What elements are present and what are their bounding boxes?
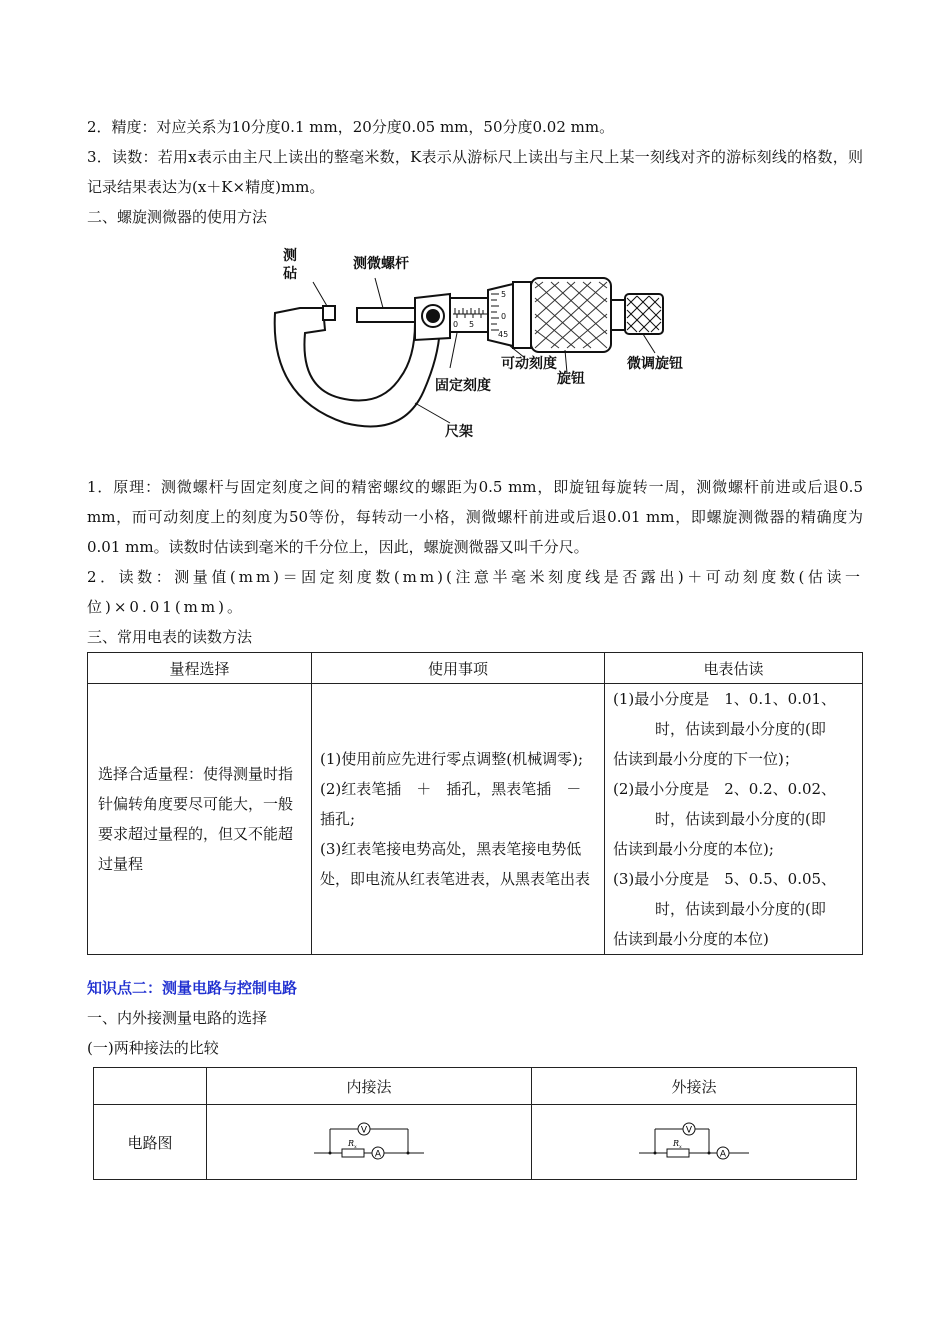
voltmeter-symbol: V: [360, 1125, 368, 1136]
frame-label: 尺架: [445, 424, 473, 438]
usage-item-2: (2)红表笔插 ＋ 插孔，黑表笔插 － 插孔;: [320, 780, 597, 828]
knowledge-point-2-title: 知识点二：测量电路与控制电路: [87, 979, 298, 997]
movable-scale-label: 可动刻度: [501, 356, 557, 372]
thimble-mark-5: 5: [501, 290, 507, 299]
micrometer-figure: [87, 232, 863, 442]
estimate-1-mid: 时，估读到最小分度的(即: [655, 720, 826, 738]
usage-item-1: (1)使用前应先进行零点调整(机械调零);: [320, 750, 584, 768]
resistor-subscript: x: [679, 1144, 682, 1150]
thimble-mark-0: 0: [501, 312, 507, 321]
reading-paragraph: 2．读数：测量值(mm)＝固定刻度数(mm)(注意半毫米刻度线是否露出)＋可动刻度数(估读一位)×0.01(mm)。: [87, 568, 863, 616]
cmp-header-internal: 内接法: [207, 1068, 532, 1105]
thimble-mark-45: 45: [498, 330, 509, 339]
meter-header-usage: 使用事项: [312, 653, 605, 684]
spindle-label: 测微螺杆: [353, 256, 409, 272]
estimate-3-head: (3)最小分度是 5、0.5、0.05、: [613, 870, 837, 888]
sleeve-mark-5: 5: [469, 320, 475, 329]
estimate-2-mid: 时，估读到最小分度的(即: [655, 810, 826, 828]
estimate-1-head: (1)最小分度是 1、0.1、0.01、: [613, 690, 837, 708]
estimate-3-tail: 估读到最小分度的本位): [613, 930, 769, 948]
external-circuit-cell: [532, 1105, 857, 1180]
internal-circuit-cell: [207, 1105, 532, 1180]
estimate-3-mid: 时，估读到最小分度的(即: [655, 900, 826, 918]
estimate-1-tail: 估读到最小分度的下一位)；: [613, 750, 799, 768]
section-title-micrometer: 二、螺旋测微器的使用方法: [87, 208, 268, 226]
cmp-header-external: 外接法: [532, 1068, 857, 1105]
circuit-row-label: 电路图: [94, 1105, 207, 1180]
estimate-2-head: (2)最小分度是 2、0.2、0.02、: [613, 780, 837, 798]
reading-line: 3．读数：若用x表示由主尺上读出的整毫米数，K表示从游标尺上读出与主尺上某一刻线对齐的游标刻线的格数，则记录结果表达为(x＋K×精度)mm。: [87, 148, 863, 196]
connection-comparison-table: [93, 1067, 857, 1180]
anvil-label-top: 测: [283, 248, 297, 264]
resistor-symbol: R: [673, 1139, 680, 1148]
estimate-cell: [605, 684, 863, 955]
external-circuit-diagram: [639, 1115, 749, 1165]
internal-circuit-diagram: [314, 1115, 424, 1165]
ammeter-symbol: A: [719, 1149, 727, 1160]
meter-header-estimate: 电表估读: [605, 653, 863, 684]
resistor-subscript: x: [354, 1144, 357, 1150]
principle-paragraph: 1．原理：测微螺杆与固定刻度之间的精密螺纹的螺距为0.5 mm，即旋钮每旋转一周，测微螺杆前进或后退0.5 mm，而可动刻度上的刻度为50等份，每转动一小格，测微螺杆前进或后退0.01 mm，即螺旋测微器的精确度为0.01 mm。读数时估读到毫米的千分位上，因此，螺旋测微器又叫千分尺。: [87, 478, 863, 556]
micrometer-diagram: [265, 238, 705, 438]
sleeve-mark-0: 0: [453, 320, 459, 329]
anvil-shape: [323, 306, 335, 320]
range-cell: 选择合适量程：使得测量时指针偏转角度要尽可能大，一般要求超过量程的，但又不能超过量程: [88, 684, 312, 955]
meter-header-range: 量程选择: [88, 653, 312, 684]
fixed-scale-label: 固定刻度: [435, 378, 491, 394]
resistor-symbol: R: [348, 1139, 355, 1148]
voltmeter-symbol: V: [685, 1125, 693, 1136]
meter-reading-table: [87, 652, 863, 955]
page-content: [87, 112, 863, 1180]
comparison-title: (一)两种接法的比较: [87, 1039, 219, 1057]
cmp-header-empty: [94, 1068, 207, 1105]
anvil-label-bottom: 砧: [283, 266, 297, 282]
section-title-meters: 三、常用电表的读数方法: [87, 628, 253, 646]
knob-label: 旋钮: [557, 371, 585, 387]
precision-line: 2．精度：对应关系为10分度0.1 mm，20分度0.05 mm，50分度0.02 mm。: [87, 118, 615, 136]
usage-cell: [312, 684, 605, 955]
fine-knob-label: 微调旋钮: [627, 356, 683, 372]
ammeter-symbol: A: [374, 1149, 382, 1160]
estimate-2-tail: 估读到最小分度的本位);: [613, 840, 774, 858]
circuit-selection-title: 一、内外接测量电路的选择: [87, 1009, 268, 1027]
usage-item-3: (3)红表笔接电势高处，黑表笔接电势低处，即电流从红表笔进表，从黑表笔出表: [320, 840, 591, 888]
